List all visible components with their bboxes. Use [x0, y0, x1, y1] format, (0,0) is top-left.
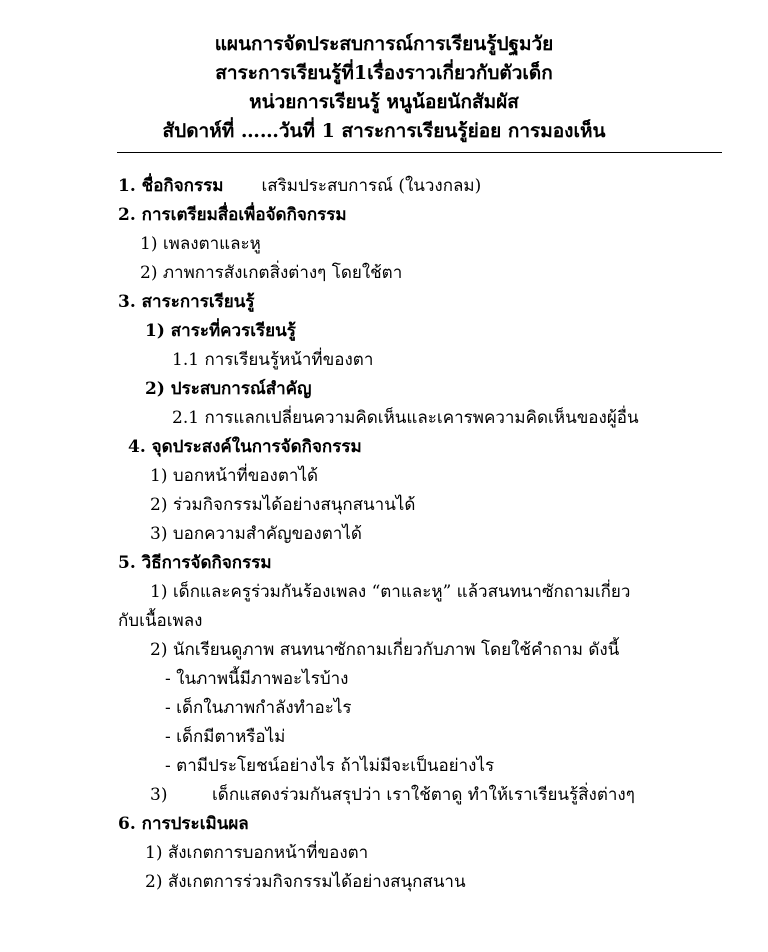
content-item: 1.1 การเรียนรู้หน้าที่ของตา — [172, 350, 374, 370]
learning-unit-title: หน่วยการเรียนรู้ หนูน้อยนักสัมผัส — [249, 91, 519, 113]
section-2-heading: 2. การเตรียมสื่อเพื่อจัดกิจกรรม — [118, 205, 347, 225]
procedure-step-2: 2) นักเรียนดูภาพ สนทนาซักถามเกี่ยวกับภาพ โดยใช้คำถาม ดังนี้ — [150, 640, 620, 660]
evaluation-item: 2) สังเกตการร่วมกิจกรรมได้อย่างสนุกสนาน — [145, 872, 466, 892]
section-6-heading: 6. การประเมินผล — [118, 814, 249, 834]
content-subheading: 1) สาระที่ควรเรียนรู้ — [145, 321, 296, 341]
procedure-step-1: 1) เด็กและครูร่วมกันร้องเพลง “ตาและหู” แล้วสนทนาซักถามเกี่ยว — [150, 582, 631, 602]
learning-content-title: สาระการเรียนรู้ที่1เรื่องราวเกี่ยวกับตัวเด็ก — [215, 62, 553, 84]
objective-item: 3) บอกความสำคัญของตาได้ — [150, 524, 362, 544]
evaluation-item: 1) สังเกตการบอกหน้าที่ของตา — [145, 843, 369, 863]
experience-item: 2.1 การแลกเปลี่ยนความคิดเห็นและเคารพความคิดเห็นของผู้อื่น — [172, 408, 639, 428]
plan-title: แผนการจัดประสบการณ์การเรียนรู้ปฐมวัย — [214, 33, 554, 55]
procedure-step-1-continued: กับเนื้อเพลง — [118, 611, 203, 631]
objective-item: 2) ร่วมกิจกรรมได้อย่างสนุกสนานได้ — [150, 495, 416, 515]
question-item: - ตามีประโยชน์อย่างไร ถ้าไม่มีจะเป็นอย่างไร — [165, 756, 495, 776]
experience-subheading: 2) ประสบการณ์สำคัญ — [145, 379, 312, 399]
section-4-heading: 4. จุดประสงค์ในการจัดกิจกรรม — [128, 437, 362, 457]
week-day-subtopic: สัปดาห์ที่ ……วันที่ 1 สาระการเรียนรู้ย่อย การมองเห็น — [162, 120, 606, 142]
question-item: - เด็กในภาพกำลังทำอะไร — [165, 698, 352, 718]
activity-name: เสริมประสบการณ์ (ในวงกลม) — [261, 176, 482, 196]
procedure-step-3: เด็กแสดงร่วมกันสรุปว่า เราใช้ตาดู ทำให้เราเรียนรู้สิ่งต่างๆ — [212, 785, 635, 805]
section-1 — [118, 172, 481, 200]
question-item: - ในภาพนี้มีภาพอะไรบ้าง — [165, 669, 349, 689]
objective-item: 1) บอกหน้าที่ของตาได้ — [150, 466, 319, 486]
section-1-heading: 1. ชื่อกิจกรรม — [118, 176, 224, 196]
material-item: 2) ภาพการสังเกตสิ่งต่างๆ โดยใช้ตา — [140, 263, 403, 283]
document-header — [0, 30, 768, 146]
question-item: - เด็กมีตาหรือไม่ — [165, 727, 286, 747]
procedure-step-3-number: 3) — [150, 785, 168, 805]
section-3-heading: 3. สาระการเรียนรู้ — [118, 292, 255, 312]
section-5-heading: 5. วิธีการจัดกิจกรรม — [118, 553, 272, 573]
material-item: 1) เพลงตาและหู — [140, 234, 261, 254]
header-divider — [117, 152, 722, 153]
